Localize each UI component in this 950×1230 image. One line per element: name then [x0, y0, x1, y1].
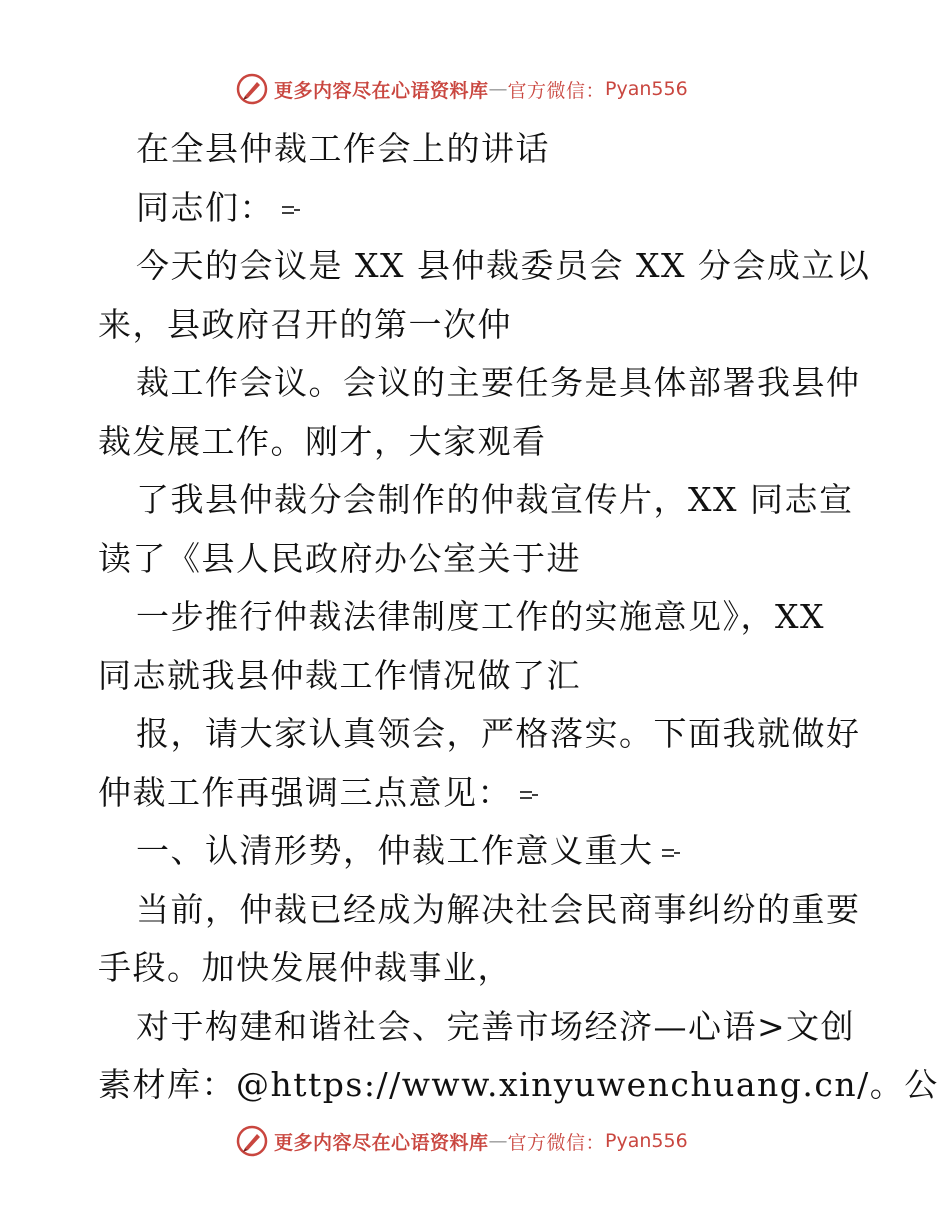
paragraph-line: 裁发展工作。刚才，大家观看 [98, 421, 547, 461]
watermark-sub-text: 官方微信： [507, 79, 606, 102]
watermark-main-text: 更多内容尽在心语资料库 [274, 1131, 489, 1154]
paragraph-line: 同志们： [98, 179, 868, 238]
watermark-dash: — [488, 78, 508, 100]
watermark-main-text: 更多内容尽在心语资料库 [274, 79, 489, 102]
document-body [98, 120, 939, 1115]
paragraph-mark-icon [660, 845, 682, 861]
paragraph-line: 读了《县人民政府办公室关于进 [98, 538, 581, 578]
pen-logo-icon [236, 1125, 268, 1157]
document-title: 在全县仲裁工作会上的讲话 [136, 129, 550, 168]
paragraph-mark-icon [280, 202, 302, 218]
watermark-sub-text: 官方微信： [507, 1131, 606, 1154]
paragraph-line: 仲裁工作再强调三点意见： [98, 764, 868, 823]
watermark-wechat-id: Pyan556 [605, 78, 688, 100]
paragraph-line: 当前，仲裁已经成为解决社会民商事纠纷的重要 [136, 889, 861, 929]
paragraph-line: 报，请大家认真领会，严格落实。下面我就做好 [136, 714, 861, 753]
pen-logo-icon [236, 73, 268, 105]
paragraph-line: 一步推行仲裁法律制度工作的实施意见》，XX [136, 597, 825, 636]
paragraph-line: 来，县政府召开的第一次仲 [98, 304, 512, 344]
paragraph-mark-icon [518, 787, 540, 803]
paragraph-line: 素材库：@https://www.xinyuwenchuang.cn/。公 [98, 1065, 939, 1104]
header-watermark [236, 72, 688, 106]
watermark-wechat-id: Pyan556 [605, 1130, 688, 1152]
watermark-dash: — [488, 1130, 508, 1152]
paragraph-line: 裁工作会议。会议的主要任务是具体部署我县仲 [136, 363, 861, 402]
paragraph-line: 同志就我县仲裁工作情况做了汇 [98, 655, 581, 695]
paragraph-line: 对于构建和谐社会、完善市场经济—心语>文创 [136, 1006, 856, 1046]
paragraph-line: 今天的会议是 XX 县仲裁委员会 XX 分会成立以 [136, 246, 871, 285]
footer-watermark [236, 1124, 688, 1158]
paragraph-line: 了我县仲裁分会制作的仲裁宣传片，XX 同志宣 [136, 480, 854, 519]
paragraph-line: 手段。加快发展仲裁事业， [98, 948, 512, 987]
section-heading: 一、认清形势，仲裁工作意义重大 [98, 822, 868, 881]
